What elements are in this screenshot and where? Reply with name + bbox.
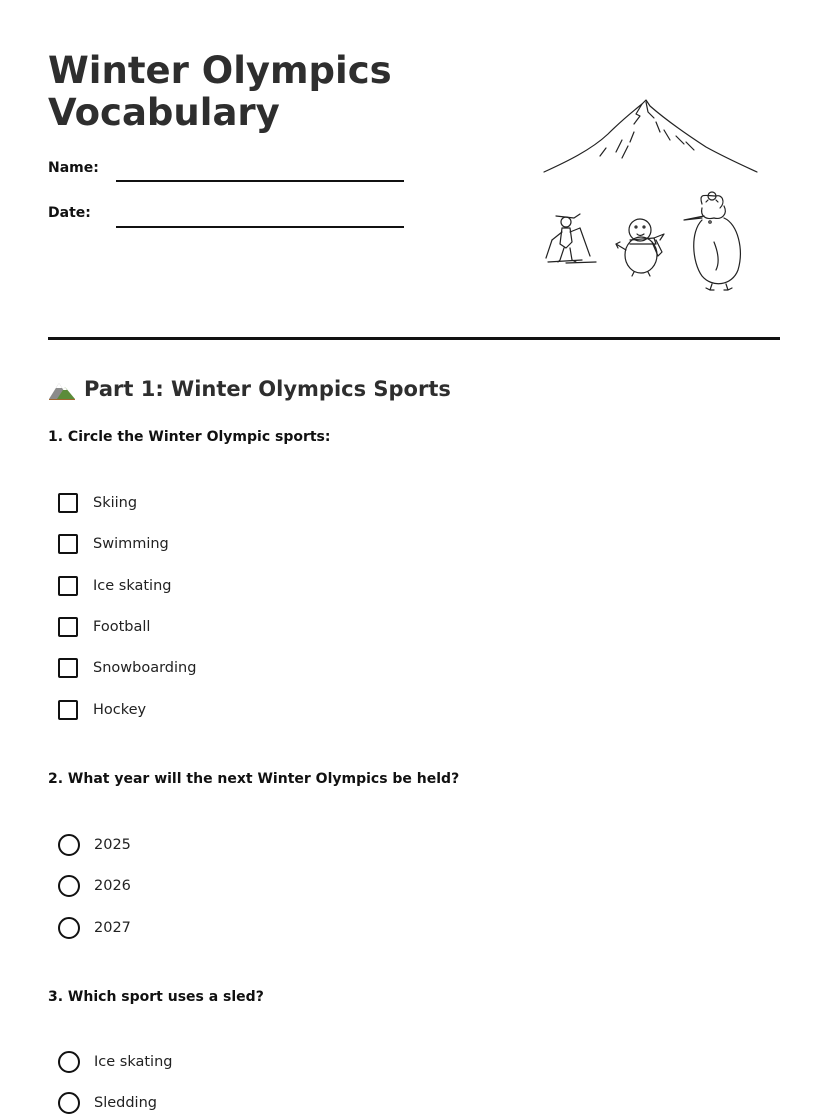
q1-checkbox[interactable] [58, 700, 78, 720]
q3-radio[interactable] [58, 1092, 80, 1114]
q3-option-label: Ice skating [94, 1054, 173, 1070]
q1-option-skiing[interactable] [58, 491, 137, 515]
q1-checkbox[interactable] [58, 534, 78, 554]
q2-radio[interactable] [58, 875, 80, 897]
q1-option-snowboarding[interactable] [58, 656, 196, 680]
q1-option-ice-skating[interactable] [58, 574, 171, 598]
q3-option-sledding[interactable] [58, 1091, 157, 1115]
winter-scene-icon [536, 92, 766, 297]
q3-option-label: Sledding [94, 1095, 157, 1111]
title-line-1: Winter Olympics [48, 49, 392, 92]
q1-option-label: Hockey [93, 702, 147, 718]
question-3-prompt: 3. Which sport uses a sled? [48, 989, 264, 1005]
q1-checkbox[interactable] [58, 617, 78, 637]
q3-option-ice-skating[interactable] [58, 1050, 172, 1074]
name-label: Name: [48, 160, 99, 176]
q1-option-label: Snowboarding [93, 660, 197, 676]
q1-option-label: Skiing [93, 495, 138, 511]
q2-option-label: 2026 [94, 878, 131, 894]
q1-option-football[interactable] [58, 615, 150, 639]
q2-option-2027[interactable] [58, 916, 131, 940]
snowman-drawing-icon [616, 219, 664, 276]
q1-option-hockey[interactable] [58, 698, 146, 722]
name-field[interactable] [116, 180, 404, 182]
q1-checkbox[interactable] [58, 576, 78, 596]
mountain-icon [48, 377, 76, 401]
section-divider [48, 337, 780, 340]
q2-radio[interactable] [58, 834, 80, 856]
worksheet-title [48, 50, 468, 134]
date-field[interactable] [116, 226, 404, 228]
part1-heading [48, 372, 451, 406]
part1-heading-text: Part 1: Winter Olympics Sports [84, 377, 451, 401]
q2-option-label: 2025 [94, 837, 131, 853]
q2-radio[interactable] [58, 917, 80, 939]
q2-option-2025[interactable] [58, 833, 131, 857]
q2-option-label: 2027 [94, 920, 131, 936]
question-2-prompt: 2. What year will the next Winter Olympics be held? [48, 771, 460, 787]
q1-option-label: Ice skating [93, 578, 172, 594]
q2-option-2026[interactable] [58, 874, 131, 898]
skier-drawing-icon [546, 214, 596, 263]
q1-option-swimming[interactable] [58, 532, 169, 556]
bird-drawing-icon [684, 192, 740, 290]
question-1-prompt: 1. Circle the Winter Olympic sports: [48, 429, 331, 445]
title-line-2: Vocabulary [48, 91, 280, 134]
q1-option-label: Football [93, 619, 151, 635]
q1-checkbox[interactable] [58, 493, 78, 513]
q1-checkbox[interactable] [58, 658, 78, 678]
q1-option-label: Swimming [93, 536, 169, 552]
date-label: Date: [48, 205, 91, 221]
mountain-drawing-icon [544, 100, 757, 172]
q3-radio[interactable] [58, 1051, 80, 1073]
